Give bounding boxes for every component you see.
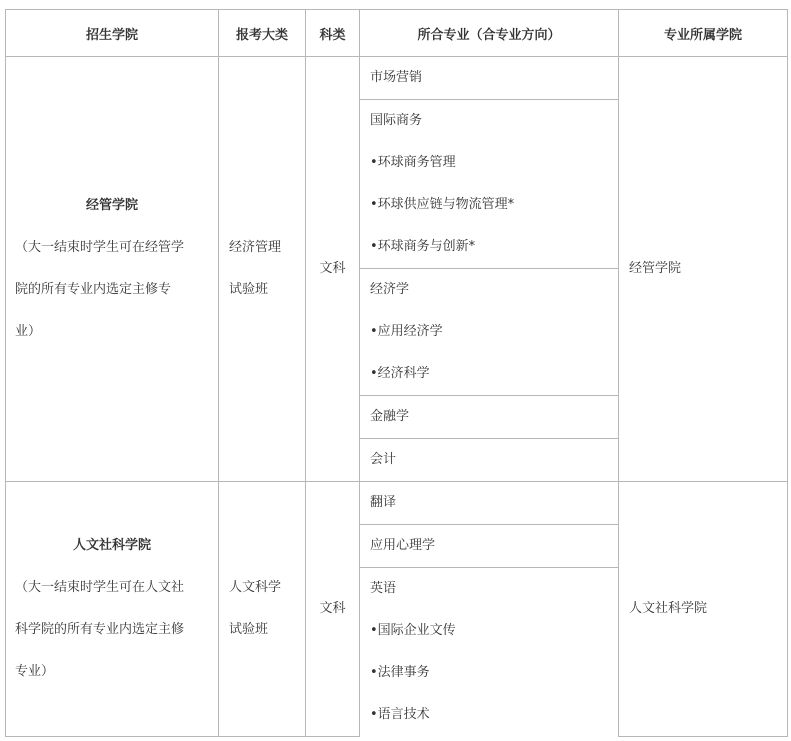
table-row [6, 57, 788, 100]
majors-table [5, 9, 788, 737]
subject-label: 文科 [319, 261, 346, 276]
owner-label: 经管学院 [629, 261, 682, 276]
college-note [6, 567, 218, 693]
major-name: 国际商务 [370, 113, 423, 128]
college-note-line: 业） [15, 324, 42, 339]
major-cell [360, 482, 619, 525]
category-cell [219, 482, 306, 737]
category-line: 试验班 [229, 282, 269, 297]
college-name: 人文社科学院 [72, 537, 151, 553]
table-body [6, 57, 788, 737]
college-note-line: 院的所有专业内选定主修专 [15, 282, 172, 297]
major-direction: •经济科学 [370, 366, 430, 381]
major-cell [360, 269, 619, 396]
college-cell [6, 482, 219, 737]
category-line: 人文科学 [229, 579, 282, 595]
college-note-line: （大一结束时学生可在经管学 [15, 240, 185, 255]
major-name: 翻译 [370, 495, 397, 510]
major-cell [360, 396, 619, 439]
header-category: 报考大类 [219, 10, 306, 57]
category-line: 经济管理 [229, 240, 282, 255]
major-name: 英语 [370, 581, 397, 596]
major-direction: •国际企业文传 [370, 623, 456, 638]
college-note-line: 科学院的所有专业内选定主修 [15, 621, 185, 637]
header-majors: 所合专业（合专业方向） [360, 10, 619, 57]
category-cell [219, 57, 306, 482]
subject-label: 文科 [319, 600, 346, 616]
major-direction: •应用经济学 [370, 324, 443, 339]
header-row [6, 10, 788, 57]
owner-cell [619, 482, 788, 737]
owner-label: 人文社科学院 [629, 600, 708, 616]
subject-cell [306, 57, 360, 482]
owner-cell [619, 57, 788, 482]
header-college: 招生学院 [6, 10, 219, 57]
major-direction: •语言技术 [370, 707, 430, 722]
major-name: 应用心理学 [370, 538, 436, 553]
college-note-line: 专业） [15, 663, 55, 679]
major-direction: •环球商务与创新* [370, 239, 476, 254]
college-note-line: （大一结束时学生可在人文社 [15, 579, 185, 595]
subject-cell [306, 482, 360, 737]
college-cell [6, 57, 219, 482]
table-row [6, 482, 788, 525]
college-name: 经管学院 [85, 198, 138, 213]
header-owner: 专业所属学院 [619, 10, 788, 57]
category-line: 试验班 [229, 621, 269, 637]
header-subject: 科类 [306, 10, 360, 57]
major-direction: •环球供应链与物流管理* [370, 197, 515, 212]
college-note [6, 227, 218, 353]
major-direction: •环球商务管理 [370, 155, 456, 170]
major-name: 金融学 [370, 409, 410, 424]
major-name: 市场营销 [370, 70, 423, 85]
major-name: 会计 [370, 452, 397, 467]
major-cell [360, 57, 619, 100]
major-cell [360, 568, 619, 737]
major-cell [360, 525, 619, 568]
major-cell [360, 439, 619, 482]
major-direction: •法律事务 [370, 665, 430, 680]
major-cell [360, 100, 619, 269]
major-name: 经济学 [370, 282, 410, 297]
